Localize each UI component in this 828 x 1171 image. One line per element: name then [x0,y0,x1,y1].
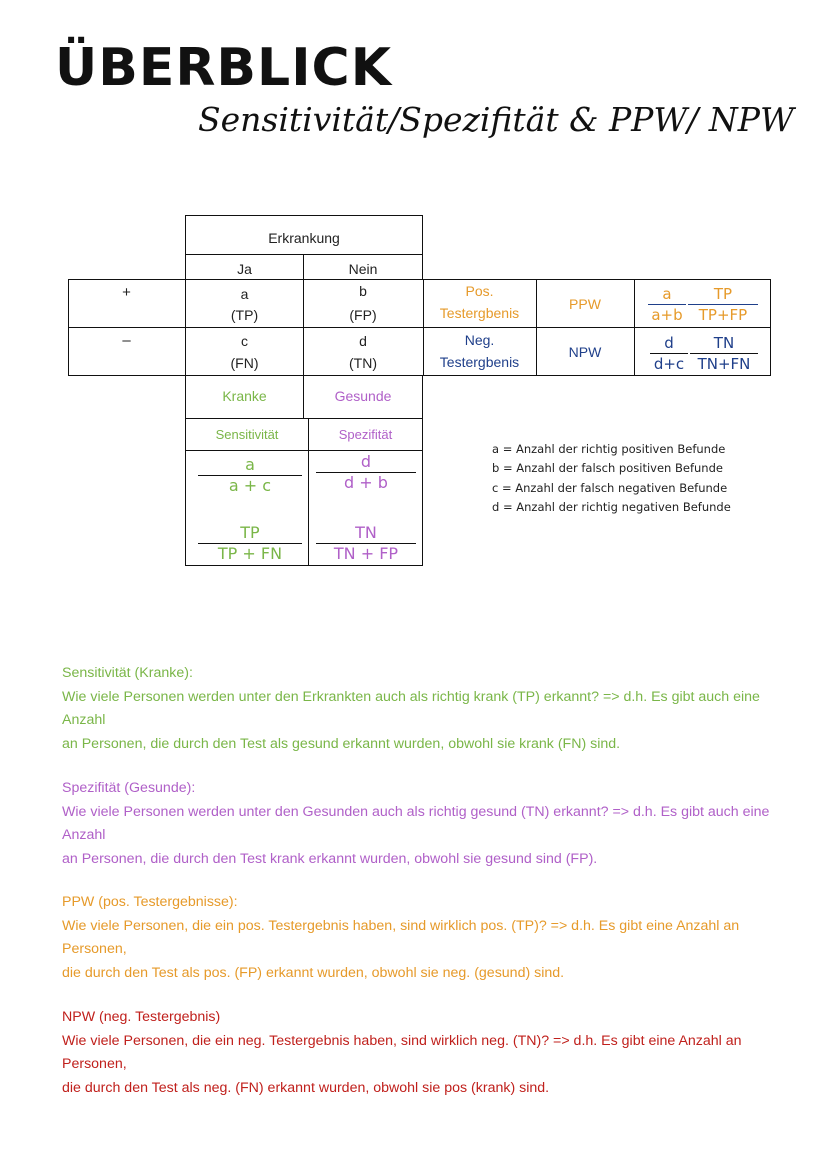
row-minus-label: – [122,332,131,349]
spezifitaet-label: Spezifität [338,427,393,442]
sens-fraction-tp [198,524,302,563]
ppw-den-tpfp: TP+FP [698,306,748,324]
cell-b: b [359,283,367,299]
legend-item: a = Anzahl der richtig positiven Befunde [492,442,726,456]
section-text: Wie viele Personen, die ein pos. Testergebnis haben, sind wirklich pos. (TP)? => d.h. Es gibt eine Anzahl an Personen, [62,917,740,957]
ppw-label: PPW [569,296,601,312]
erkrankung-label: Erkrankung [268,230,340,246]
section-ppw [62,891,772,985]
section-text: die durch den Test als neg. (FN) erkannt wurden, obwohl sie pos (krank) sind. [62,1079,550,1096]
cell-d-tn: (TN) [349,355,377,371]
section-heading: Spezifität (Gesunde): [62,780,196,796]
ppw-num-tp: TP [713,285,733,303]
fraction-bar [650,353,688,354]
cell-a-tp: (TP) [230,307,259,323]
cell-b-fp: (FP) [349,307,377,323]
ppw-den-ab: a+b [651,306,683,324]
section-text: an Personen, die durch den Test krank erkannt wurden, obwohl sie gesund sind (FP). [62,850,598,867]
section-text: Wie viele Personen werden unter den Gesunden auch als richtig gesund (TN) erkannt? => d.h. Es gibt auch eine Anzahl [62,803,770,843]
fraction-bar [688,304,758,305]
spez-num-tn: TN [355,523,377,542]
sens-num-a: a [245,455,255,474]
spez-fraction-db [316,453,416,492]
row-plus-label: + [122,284,131,301]
nein-label: Nein [348,261,378,277]
ppw-num-a: a [662,285,672,303]
legend-item: d = Anzahl der richtig negativen Befunde [492,499,731,514]
spez-den-db: d + b [344,473,388,492]
legend [492,440,731,517]
section-text: die durch den Test als pos. (FP) erkannt wurden, obwohl sie neg. (gesund) sind. [62,964,565,981]
spez-den-tnfp: TN + FP [333,544,399,563]
page-title: ÜBERBLICK [55,38,392,98]
npw-num-tn: TN [713,334,735,352]
npw-den-dc: d+c [653,355,685,373]
section-heading: Sensitivität (Kranke): [62,665,193,681]
spez-fraction-tn [316,524,416,563]
pos-test-label-2: Testergbenis [439,305,520,321]
cell-d: d [359,333,367,349]
page-subtitle: Sensitivität/Spezifität & PPW/ NPW [198,100,794,139]
fraction-bar [648,304,686,305]
section-heading: NPW (neg. Testergebnis) [62,1009,221,1025]
neg-test-label-1: Neg. [464,332,495,348]
cell-a: a [240,286,249,302]
sens-den-ac: a + c [228,476,272,495]
npw-den-tnfn: TN+FN [697,355,751,373]
row-divider [536,279,537,376]
section-npw [62,1006,772,1100]
npw-fraction-dc [650,334,688,373]
sens-den-tpfn: TP + FN [217,544,283,563]
section-text: an Personen, die durch den Test als gesund erkannt wurden, obwohl sie krank (FN) sind. [62,735,621,752]
npw-fraction-tn [690,334,758,373]
section-text: Wie viele Personen, die ein neg. Testergebnis haben, sind wirklich neg. (TN)? => d.h. Es gibt eine Anzahl an Personen, [62,1032,742,1072]
neg-test-label-2: Testergbenis [439,354,520,370]
kranke-label: Kranke [222,388,267,404]
npw-label: NPW [568,344,602,360]
section-heading: PPW (pos. Testergebnisse): [62,894,238,910]
sensitivitaet-label: Sensitivität [215,427,279,442]
section-sensitivitaet [62,662,772,756]
cell-c: c [241,333,248,349]
fraction-bar [690,353,758,354]
ppw-fraction-tp [688,285,758,324]
npw-num-d: d [664,334,674,352]
cell-c-fn: (FN) [230,355,259,371]
ppw-fraction-ab [648,285,686,324]
section-text: Wie viele Personen werden unter den Erkrankten auch als richtig krank (TP) erkannt? => d.h. Es gibt auch eine Anzahl [62,688,760,728]
legend-item: b = Anzahl der falsch positiven Befunde [492,461,723,476]
legend-item: c = Anzahl der falsch negativen Befunde [492,480,728,495]
ja-label: Ja [237,261,252,277]
spez-num-d: d [360,452,372,471]
row-divider [634,279,635,376]
pos-test-label-1: Pos. [465,283,494,299]
sens-fraction-ac [198,456,302,495]
section-spezifitaet [62,777,772,871]
gesunde-label: Gesunde [334,388,392,404]
sens-num-tp: TP [240,523,260,542]
